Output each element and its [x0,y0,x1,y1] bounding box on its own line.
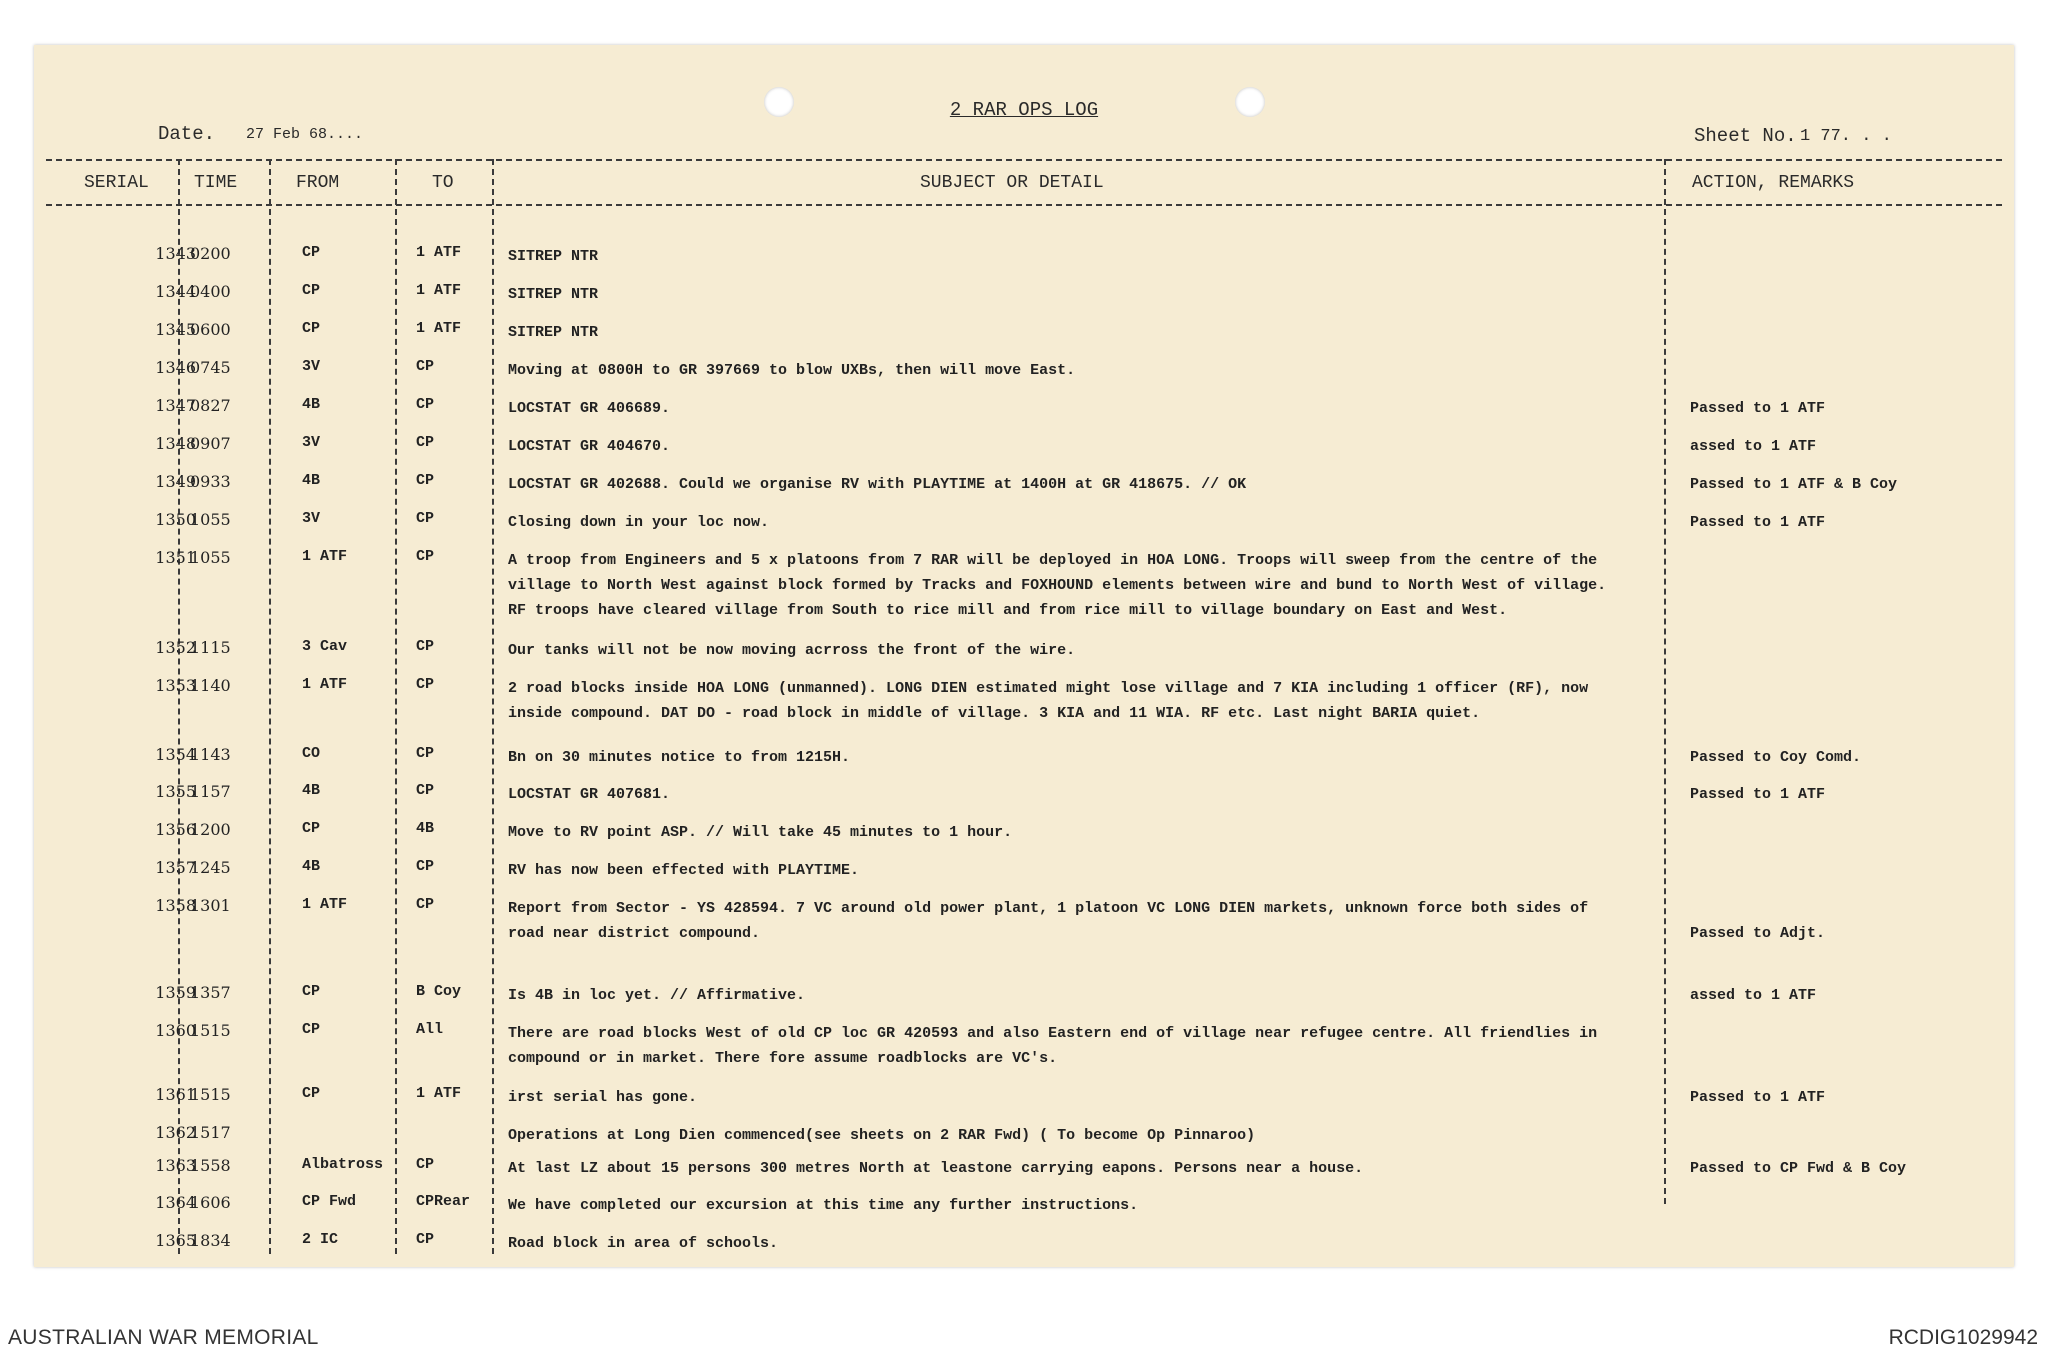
subject-line: Move to RV point ASP. // Will take 45 minutes to 1 hour. [508,824,1013,841]
from-cell: CP [302,1021,321,1038]
action-cell [1690,983,2010,1008]
subject-cell [508,896,1688,946]
subject-line: LOCSTAT GR 402688. Could we organise RV with PLAYTIME at 1400H at GR 418675. // OK [508,476,1247,493]
to-cell: CP [416,396,435,413]
subject-cell [508,434,1688,459]
sheet-label: Sheet No. [1694,125,1797,147]
subject-line: RF troops have cleared village from South to rice mill and from rice mill to village boundary on East and West. [508,602,1508,619]
subject-cell [508,1193,1688,1218]
time-cell: 1140 [190,676,231,695]
to-cell: CP [416,358,435,375]
subject-line: SITREP NTR [508,286,599,303]
subject-line: Report from Sector - YS 428594. 7 VC around old power plant, 1 platoon VC LONG DIEN markets, unknown force both sides of [508,900,1589,917]
to-cell: 1 ATF [416,282,462,299]
subject-cell [508,1021,1688,1071]
serial-cell: 1352 [155,638,196,657]
to-cell: CP [416,858,435,875]
to-cell: CP [416,472,435,489]
col-header-to: TO [432,173,454,193]
serial-cell: 1346 [155,358,196,377]
subject-cell [508,358,1688,383]
action-line: Passed to Adjt. [1690,925,1826,942]
subject-line: LOCSTAT GR 404670. [508,438,671,455]
subject-cell [508,548,1688,623]
subject-line: LOCSTAT GR 406689. [508,400,671,417]
time-cell: 1200 [190,820,231,839]
to-cell: CP [416,434,435,451]
to-cell: CP [416,745,435,762]
footer-id: RCDIG1029942 [1888,1326,2038,1349]
action-line: Passed to 1 ATF [1690,1089,1826,1106]
time-cell: 1115 [190,638,231,657]
subject-line: We have completed our excursion at this time any further instructions. [508,1197,1139,1214]
to-cell: 1 ATF [416,320,462,337]
serial-cell: 1359 [155,983,196,1002]
header-bottom-rule [46,204,2002,206]
subject-line: Road block in area of schools. [508,1235,779,1252]
action-line: Passed to 1 ATF [1690,786,1826,803]
from-cell: 4B [302,858,321,875]
to-cell: 4B [416,820,435,837]
from-cell: CP [302,1085,321,1102]
column-divider [395,159,397,1254]
subject-cell [508,983,1688,1008]
from-cell: Albatross [302,1156,384,1173]
subject-cell [508,282,1688,307]
serial-cell: 1345 [155,320,196,339]
to-cell: CP [416,676,435,693]
time-cell: 0600 [190,320,231,339]
subject-line: irst serial has gone. [508,1089,698,1106]
serial-cell: 1361 [155,1085,196,1104]
col-header-action: ACTION, REMARKS [1692,173,1855,193]
subject-line: Our tanks will not be now moving acrross the front of the wire. [508,642,1076,659]
subject-cell [508,396,1688,421]
to-cell: CP [416,638,435,655]
time-cell: 1301 [190,896,231,915]
subject-cell [508,638,1688,663]
subject-line: SITREP NTR [508,324,599,341]
from-cell: CP [302,282,321,299]
serial-cell: 1363 [155,1156,196,1175]
serial-cell: 1358 [155,896,196,915]
from-cell: 1 ATF [302,896,348,913]
subject-line: Is 4B in loc yet. // Affirmative. [508,987,806,1004]
from-cell: CP Fwd [302,1193,357,1210]
subject-cell [508,320,1688,345]
serial-cell: 1350 [155,510,196,529]
from-cell: CP [302,320,321,337]
serial-cell: 1347 [155,396,196,415]
subject-line: road near district compound. [508,925,761,942]
time-cell: 0400 [190,282,231,301]
action-cell [1690,472,2010,497]
action-line: Passed to 1 ATF [1690,514,1826,531]
to-cell: CP [416,1231,435,1248]
serial-cell: 1355 [155,782,196,801]
subject-line: Bn on 30 minutes notice to from 1215H. [508,749,851,766]
serial-cell: 1362 [155,1123,196,1142]
time-cell: 1834 [190,1231,231,1250]
time-cell: 0200 [190,244,231,263]
column-divider [492,159,494,1254]
from-cell: 4B [302,782,321,799]
action-cell [1690,896,2010,946]
time-cell: 0827 [190,396,231,415]
subject-cell [508,820,1688,845]
col-header-serial: SERIAL [84,173,149,193]
subject-cell [508,244,1688,269]
to-cell: 1 ATF [416,1085,462,1102]
from-cell: 1 ATF [302,548,348,565]
action-cell [1690,510,2010,535]
time-cell: 1515 [190,1021,231,1040]
to-cell: B Coy [416,983,462,1000]
time-cell: 1357 [190,983,231,1002]
serial-cell: 1354 [155,745,196,764]
action-line [1690,896,2010,921]
subject-cell [508,1156,1688,1181]
from-cell: CP [302,244,321,261]
serial-cell: 1348 [155,434,196,453]
subject-cell [508,858,1688,883]
time-cell: 1517 [190,1123,231,1142]
subject-cell [508,745,1688,770]
subject-cell [508,510,1688,535]
from-cell: 3V [302,510,321,527]
to-cell: CP [416,1156,435,1173]
subject-line: village to North West against block formed by Tracks and FOXHOUND elements between wire and bund to North West of village. [508,577,1607,594]
time-cell: 1157 [190,782,231,801]
from-cell: 4B [302,472,321,489]
serial-cell: 1353 [155,676,196,695]
action-cell [1690,396,2010,421]
log-sheet [34,45,2014,1267]
sheet-value: 1 77. . . [1800,127,1892,146]
col-header-from: FROM [296,173,340,193]
action-cell [1690,745,2010,770]
subject-cell [508,1085,1688,1110]
to-cell: CP [416,782,435,799]
header-top-rule [46,159,2002,161]
subject-line: LOCSTAT GR 407681. [508,786,671,803]
to-cell: 1 ATF [416,244,462,261]
subject-line: Moving at 0800H to GR 397669 to blow UXBs, then will move East. [508,362,1076,379]
from-cell: CP [302,820,321,837]
time-cell: 0745 [190,358,231,377]
col-header-time: TIME [194,173,238,193]
col-header-subject: SUBJECT OR DETAIL [920,173,1104,193]
serial-cell: 1344 [155,282,196,301]
action-cell [1690,1156,2010,1181]
subject-cell [508,782,1688,807]
from-cell: 2 IC [302,1231,339,1248]
from-cell: 3 Cav [302,638,348,655]
action-line: Passed to 1 ATF [1690,400,1826,417]
serial-cell: 1351 [155,548,196,567]
date-label: Date. [158,123,216,145]
from-cell: 1 ATF [302,676,348,693]
time-cell: 0907 [190,434,231,453]
serial-cell: 1360 [155,1021,196,1040]
time-cell: 1245 [190,858,231,877]
to-cell: CP [416,510,435,527]
subject-cell [508,1231,1688,1256]
time-cell: 1606 [190,1193,231,1212]
subject-line: Operations at Long Dien commenced(see sheets on 2 RAR Fwd) ( To become Op Pinnaroo) [508,1127,1256,1144]
action-cell [1690,782,2010,807]
to-cell: CP [416,548,435,565]
from-cell: 4B [302,396,321,413]
from-cell: CO [302,745,321,762]
subject-line: inside compound. DAT DO - road block in middle of village. 3 KIA and 11 WIA. RF etc. Last night BARIA quiet. [508,705,1481,722]
column-divider [269,159,271,1254]
subject-cell [508,472,1688,497]
action-cell [1690,434,2010,459]
subject-line: 2 road blocks inside HOA LONG (unmanned). LONG DIEN estimated might lose village and 7 KIA including 1 officer (RF), now [508,680,1589,697]
from-cell: 3V [302,434,321,451]
to-cell: CP [416,896,435,913]
subject-line: RV has now been effected with PLAYTIME. [508,862,860,879]
subject-line: At last LZ about 15 persons 300 metres North at leastone carrying eapons. Persons near a house. [508,1160,1364,1177]
serial-cell: 1349 [155,472,196,491]
action-line: assed to 1 ATF [1690,987,1817,1004]
time-cell: 0933 [190,472,231,491]
subject-line: compound or in market. There fore assume roadblocks are VC's. [508,1050,1058,1067]
footer-source: AUSTRALIAN WAR MEMORIAL [8,1326,319,1349]
serial-cell: 1365 [155,1231,196,1250]
time-cell: 1515 [190,1085,231,1104]
serial-cell: 1364 [155,1193,196,1212]
log-title: 2 RAR OPS LOG [949,99,1099,121]
serial-cell: 1343 [155,244,196,263]
subject-line: There are road blocks West of old CP loc GR 420593 and also Eastern end of village near refugee centre. All friendlies in [508,1025,1598,1042]
action-line: Passed to CP Fwd & B Coy [1690,1160,1907,1177]
subject-line: Closing down in your loc now. [508,514,770,531]
serial-cell: 1357 [155,858,196,877]
subject-cell [508,676,1688,726]
from-cell: 3V [302,358,321,375]
time-cell: 1143 [190,745,231,764]
date-value: 27 Feb 68.... [246,126,364,143]
action-line: assed to 1 ATF [1690,438,1817,455]
subject-line: A troop from Engineers and 5 x platoons from 7 RAR will be deployed in HOA LONG. Troops will sweep from the centre of the [508,552,1598,569]
time-cell: 1055 [190,548,231,567]
time-cell: 1055 [190,510,231,529]
subject-line: SITREP NTR [508,248,599,265]
subject-cell [508,1123,1688,1148]
to-cell: All [416,1021,444,1038]
to-cell: CPRear [416,1193,471,1210]
action-line: Passed to 1 ATF & B Coy [1690,476,1898,493]
time-cell: 1558 [190,1156,231,1175]
action-line: Passed to Coy Comd. [1690,749,1862,766]
serial-cell: 1356 [155,820,196,839]
from-cell: CP [302,983,321,1000]
action-cell [1690,1085,2010,1110]
